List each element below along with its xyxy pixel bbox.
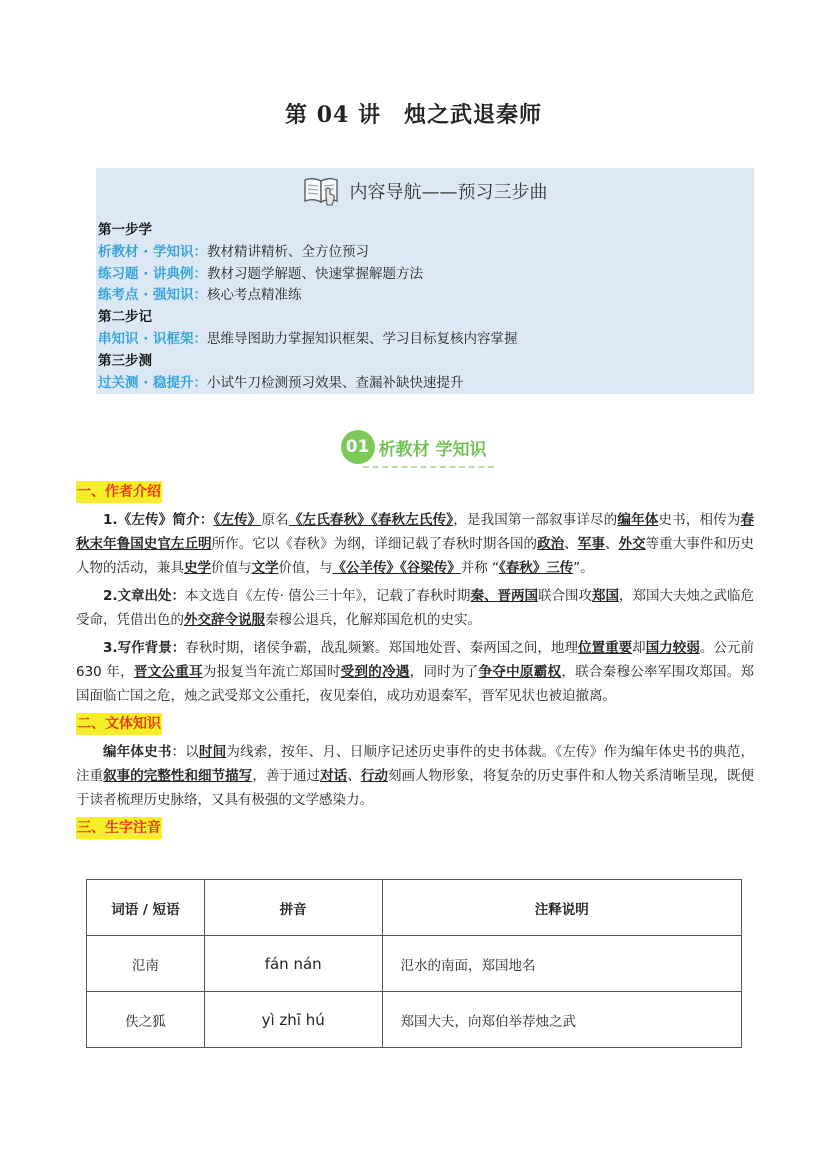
emphasis-text: 《公羊传》《谷梁传》: [332, 560, 461, 576]
body-text: 、: [564, 536, 578, 552]
emphasis-text: 《左氏春秋》《春秋左氏传》: [288, 512, 454, 528]
badge-dashed-underline: [363, 466, 495, 468]
body-text: ，同时为了: [409, 664, 479, 680]
table-header-row: [87, 880, 742, 936]
body-text: 价值，与: [278, 560, 333, 576]
emphasis-text: 《春秋》三传: [499, 560, 574, 576]
nav-item: [98, 285, 518, 307]
emphasis-text: 位置重要: [578, 640, 633, 656]
body-text: 刻画人物形象，将复杂的历史事件和人物关系清晰呈现，既便于读者梳理历史脉络，又具有极强的文学感染力。: [76, 768, 755, 808]
table-row: [87, 936, 742, 992]
emphasis-text: 时间: [198, 744, 227, 760]
emphasis-text: 政治: [537, 536, 565, 552]
body-text: ，是我国第一部叙事详尽的: [453, 512, 618, 528]
table-cell-word: 氾南: [87, 936, 205, 992]
nav-item-text: 思维导图助力掌握知识框架、学习目标复核内容掌握: [207, 330, 518, 347]
emphasis-text: 晋文公重耳: [133, 664, 203, 680]
body-text: ，善于通过: [252, 768, 321, 784]
table-header-cell: 拼音: [204, 880, 382, 936]
emphasis-text: 1.《左传》简介：: [103, 512, 214, 528]
body-text: 为线索，按年、月、日顺序记述历史事件的史书体裁。《左传》作为编年体史书的典范，注重: [76, 744, 755, 784]
lesson-content: [76, 480, 754, 844]
table-cell-pinyin: fán nán: [204, 936, 382, 992]
table-cell-note: 郑国大夫，向郑伯举荐烛之武: [382, 992, 741, 1048]
emphasis-text: 争夺中原霸权: [478, 664, 562, 680]
body-text: 却: [632, 640, 646, 656]
emphasis-text: 郑国: [591, 588, 619, 604]
paragraph: [76, 508, 754, 580]
emphasis-text: 国力较弱: [645, 640, 700, 656]
emphasis-text: 文学: [251, 560, 279, 576]
body-text: 所作。它以《春秋》为纲，详细记载了春秋时期各国的: [211, 536, 538, 552]
nav-item: [98, 329, 518, 351]
nav-step-list: [98, 220, 518, 394]
page-title: 第 04 讲 烛之武退秦师: [285, 102, 542, 128]
body-text: ”。: [573, 560, 594, 576]
body-text: 史书，相传为: [658, 512, 741, 528]
nav-item-text: 核心考点精准练: [207, 287, 302, 304]
section-heading: 一、作者介绍: [76, 481, 162, 503]
emphasis-text: 春秋末年鲁国史官左丘明: [76, 512, 755, 552]
body-text: 。公元前 630 年，: [76, 640, 755, 680]
body-text: 为报复当年流亡郑国时: [202, 664, 341, 680]
body-text: ：以: [171, 744, 199, 760]
section-heading-wrap: [76, 816, 754, 840]
nav-item-label: 串知识 · 识框架：: [98, 330, 208, 347]
paragraph: [76, 584, 754, 632]
nav-item: [98, 264, 518, 286]
emphasis-text: 受到的冷遇: [340, 664, 410, 680]
emphasis-text: 《左传》: [213, 512, 262, 528]
section-heading-wrap: [76, 480, 754, 504]
nav-item-label: 练考点 · 强知识：: [98, 287, 208, 304]
table-cell-note: 氾水的南面，郑国地名: [382, 936, 741, 992]
section-number-badge: 01: [341, 430, 375, 464]
emphasis-text: 军事: [577, 536, 605, 552]
nav-item-label: 练习题 · 讲典例：: [98, 265, 208, 282]
nav-step-heading: 第三步测: [98, 352, 152, 369]
nav-item-text: 教材习题学解题、快速掌握解题方法: [207, 265, 424, 282]
nav-item: [98, 242, 518, 264]
body-text: 春秋时期，诸侯争霸，战乱频繁。郑国地处晋、秦两国之间，地理: [185, 640, 578, 656]
emphasis-text: 编年体史书: [103, 744, 172, 760]
emphasis-text: 3.写作背景：: [103, 640, 186, 656]
section-badge: [0, 430, 827, 470]
emphasis-text: 秦、晋两国: [470, 588, 538, 604]
body-text: 本文选自《左传· 僖公三十年》，记载了春秋时期: [185, 588, 471, 604]
emphasis-text: 编年体: [617, 512, 659, 528]
emphasis-text: 外交: [618, 536, 646, 552]
table-cell-word: 佚之狐: [87, 992, 205, 1048]
emphasis-text: 2.文章出处：: [103, 588, 186, 604]
body-text: 、: [347, 768, 361, 784]
table-cell-pinyin: yì zhī hú: [204, 992, 382, 1048]
table-header-cell: 词语 / 短语: [87, 880, 205, 936]
table-row: [87, 992, 742, 1048]
paragraph: [76, 740, 754, 812]
emphasis-text: 行动: [360, 768, 388, 784]
emphasis-text: 叙事的完整性和细节描写: [103, 768, 253, 784]
emphasis-text: 史学: [184, 560, 211, 576]
table-header-cell: 注释说明: [382, 880, 741, 936]
body-text: 等重大事件和历史人物的活动，兼具: [76, 536, 755, 576]
nav-item: [98, 373, 518, 395]
emphasis-text: 外交辞令说服: [184, 612, 265, 628]
body-text: 原名: [261, 512, 289, 528]
body-text: 价值与: [211, 560, 252, 576]
nav-title: 内容导航——预习三步曲: [349, 182, 548, 203]
content-navigation-box: [96, 168, 754, 394]
body-text: 、: [604, 536, 619, 552]
paragraph: [76, 636, 754, 708]
nav-item-text: 小试牛刀检测预习效果、查漏补缺快速提升: [207, 374, 464, 391]
section-heading: 三、生字注音: [76, 817, 162, 839]
body-text: 秦穆公退兵，化解郑国危机的史实。: [265, 612, 481, 628]
emphasis-text: 对话: [320, 768, 348, 784]
nav-item-label: 析教材 · 学知识：: [98, 243, 208, 260]
book-icon: [302, 174, 342, 208]
nav-item-text: 教材精讲精析、全方位预习: [207, 243, 370, 260]
body-text: 联合围攻: [537, 588, 592, 604]
section-badge-title: 析教材 学知识: [378, 439, 487, 460]
body-text: ，郑国大夫烛之武临危受命，凭借出色的: [76, 588, 755, 628]
body-text: 并称 “: [460, 560, 500, 576]
section-heading: 二、文体知识: [76, 713, 162, 735]
nav-header: [96, 174, 754, 210]
nav-step-heading: 第二步记: [98, 309, 152, 326]
section-heading-wrap: [76, 712, 754, 736]
nav-step-heading: 第一步学: [98, 222, 152, 238]
nav-item-label: 过关测 · 稳提升：: [98, 374, 208, 391]
body-text: ，联合秦穆公率军围攻郑国。郑国面临亡国之危，烛之武受郑文公重托，夜见秦伯，成功劝退秦军，晋军见状也被迫撤离。: [76, 664, 755, 704]
vocabulary-table: [86, 879, 742, 1048]
